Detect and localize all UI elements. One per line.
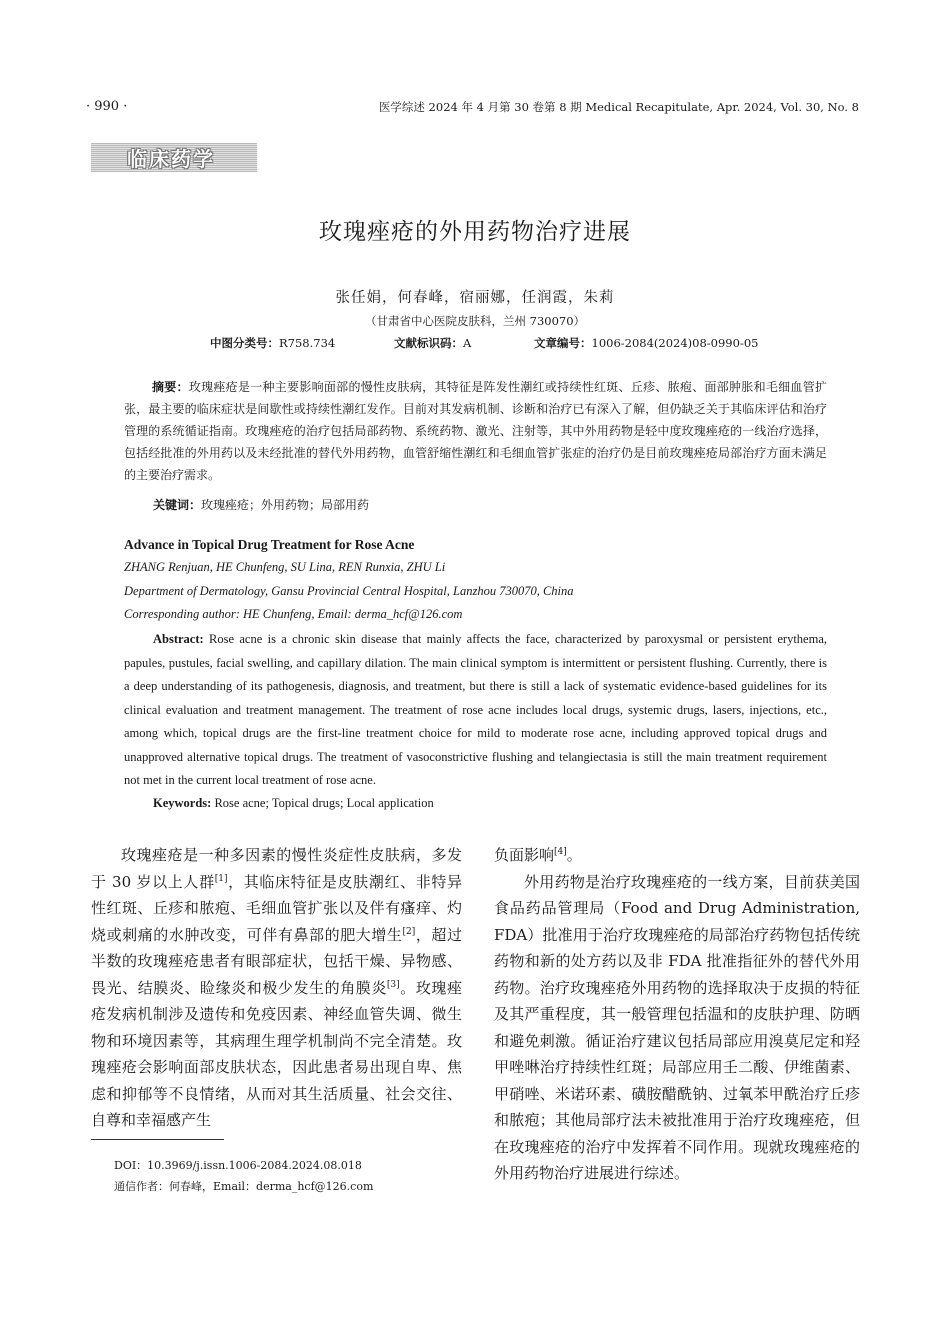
authors: 张任娟，何春峰，宿丽娜，任润霞，朱莉 [335,290,615,306]
clc-number [210,335,335,351]
body-column-left [91,842,462,1134]
english-department: Department of Dermatology, Gansu Provincial Central Hospital, Lanzhou 730070, China [124,584,574,598]
body-text: 。玫瑰痤疮发病机制涉及遗传和免疫因素、神经血管失调、微生物和环境因素等，其病理生理学机制尚不完全清楚。玫瑰痤疮会影响面部皮肤状态，因此患者易出现自卑、焦虑和抑郁等不良情绪，从而对其生活质量、社会交往、自尊和幸福感产生 [91,978,462,1129]
english-authors: ZHANG Renjuan, HE Chunfeng, SU Lina, REN Runxia, ZHU Li [124,560,446,574]
running-head: 医学综述 2024 年 4 月第 30 卷第 8 期 Medical Recapitulate, Apr. 2024, Vol. 30, No. 8 [378,100,859,114]
body-column-right [494,842,860,1187]
abstract-en-text: Rose acne is a chronic skin disease that mainly affects the face, characterized by paroxysmal or persistent erythema, papules, pustules, facial swelling, and capillary dilation. The main clinical symptom is intermittent or persistent flushing. Currently, there is a deep understanding of its pathogenesis, diagnosis, and treatment, but there is still a lack of systematic evidence-based guidelines for its clinical evaluation and treatment management. The treatment of rose acne includes local drugs, systemic drugs, lasers, injections, etc., among which, topical drugs are the first-line treatment choice for mild to moderate rose acne, including approved topical drugs and unapproved alternative topical drugs. The treatment of vasoconstrictive flushing and telangiectasia is still the main treatment requirement not met in the current local treatment of rose acne. [124,632,827,787]
affiliation: （甘肃省中心医院皮肤科，兰州 730070） [364,314,586,328]
section-tag-label: 临床药学 [127,147,215,171]
abstract-cn-label: 摘要： [152,380,189,394]
citation[interactable]: [1] [214,873,228,884]
footnote-doi: DOI：10.3969/j.issn.1006-2084.2024.08.018 [114,1159,362,1172]
body-paragraph [91,842,462,1134]
keywords-cn-label: 关键词： [153,498,202,512]
keywords-en [153,796,434,811]
keywords-cn-text: 玫瑰痤疮；外用药物；局部用药 [201,498,370,512]
body-text: 负面影响 [494,846,555,864]
citation[interactable]: [2] [402,926,416,937]
doc-code-label: 文献标识码： [394,336,463,350]
body-text: ，超过半数的玫瑰痤疮患者有眼部症状，包括干燥、异物感、畏光、结膜炎、睑缘炎和极少发生的角膜炎 [91,925,462,997]
body-text: 。 [566,846,582,864]
citation[interactable]: [3] [386,979,400,990]
abstract-cn-text: 玫瑰痤疮是一种主要影响面部的慢性皮肤病，其特征是阵发性潮红或持续性红斑、丘疹、脓疱、面部肿胀和毛细血管扩张，最主要的临床症状是间歇性或持续性潮红发作。目前对其发病机制、诊断和治疗已有深入了解，但仍缺乏关于其临床评估和治疗管理的系统循证指南。玫瑰痤疮的治疗包括局部药物、系统药物、激光、注射等，其中外用药物是轻中度玫瑰痤疮的一线治疗选择，包括经批准的外用药以及未经批准的替代外用药物，血管舒缩性潮红和毛细血管扩张症的治疗仍是目前玫瑰痤疮局部治疗方面未满足的主要治疗需求。 [124,380,827,482]
body-paragraph: 外用药物是治疗玫瑰痤疮的一线方案，目前获美国食品药品管理局（Food and Drug Administration, FDA）批准用于治疗玫瑰痤疮的局部治疗药物包括传统药物和新的处方药以及非 FDA 批准指征外的替代外用药物。治疗玫瑰痤疮外用药物的选择取决于皮损的特征及其严重程度，其一般管理包括温和的皮肤护理、防晒和避免刺激。循证治疗建议包括局部应用溴莫尼定和羟甲唑啉治疗持续性红斑；局部应用壬二酸、伊维菌素、甲硝唑、米诺环素、磺胺醋酰钠、过氧苯甲酰治疗丘疹和脓疱；其他局部疗法未被批准用于治疗玫瑰痤疮，但在玫瑰痤疮的治疗中发挥着不同作用。现就玫瑰痤疮的外用药物治疗进展进行综述。 [494,872,860,1182]
footnote-divider [91,1139,224,1140]
english-corresponding: Corresponding author: HE Chunfeng, Email: derma_hcf@126.com [124,607,463,621]
doc-code-value: A [463,336,472,350]
article-id-label: 文章编号： [534,336,592,350]
keywords-en-label: Keywords: [153,796,212,810]
clc-label: 中图分类号： [210,336,279,350]
document-code [394,335,471,351]
english-title: Advance in Topical Drug Treatment for Rose Acne [124,537,415,552]
keywords-en-text: Rose acne; Topical drugs; Local application [214,796,434,810]
body-paragraph [494,842,860,869]
article-id [534,335,758,351]
citation[interactable]: [4] [554,847,567,857]
page-number: · 990 · [86,99,128,114]
section-tag [91,143,257,172]
footnote-corresponding: 通信作者：何春峰，Email：derma_hcf@126.com [114,1180,374,1193]
body-text: 玫瑰痤疮是一种多因素的慢性炎症性皮肤病，多发于 30 岁以上人群 [91,846,462,891]
article-id-value: 1006-2084(2024)08-0990-05 [591,336,759,350]
body-text: ，其临床特征是皮肤潮红、非特异性红斑、丘疹和脓疱、毛细血管扩张以及伴有瘙痒、灼烧或刺痛的水肿改变，可伴有鼻部的肥大增生 [91,872,462,944]
clc-value: R758.734 [279,336,336,350]
abstract-en [124,628,827,793]
keywords-cn [153,496,369,513]
abstract-en-label: Abstract: [153,632,204,646]
abstract-cn [124,376,827,486]
article-title: 玫瑰痤疮的外用药物治疗进展 [319,219,631,245]
